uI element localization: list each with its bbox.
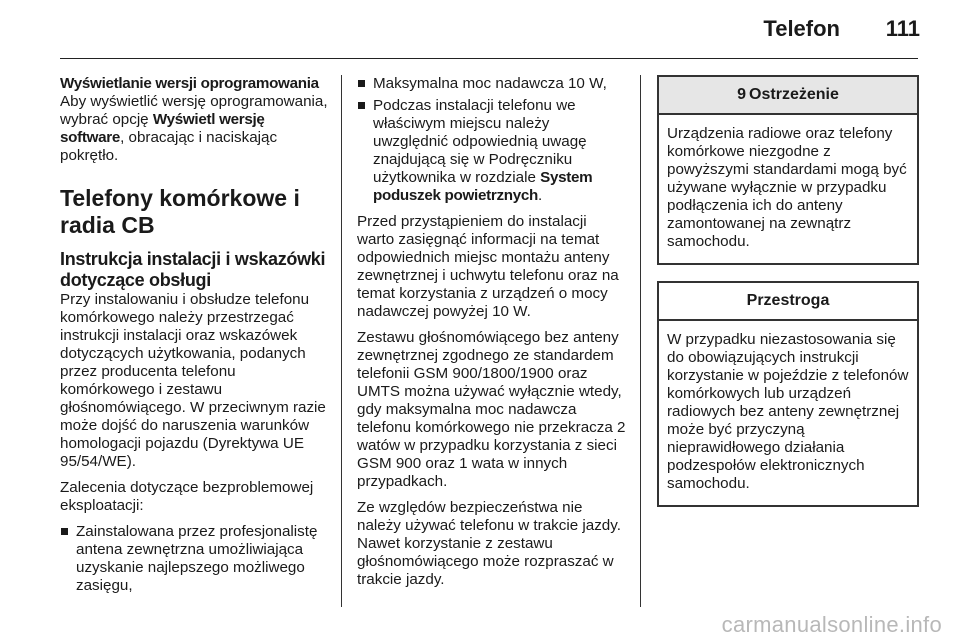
page-header (0, 0, 960, 62)
software-version-text (60, 93, 328, 165)
column-divider-2 (640, 75, 641, 607)
section-heading-mobile-phones: Telefony komórkowe i radia CB (60, 185, 300, 238)
recommendations-list (60, 523, 328, 595)
caution-title: Przestroga (746, 292, 830, 309)
list-item: Maksymalna moc nadawcza 10 W, (357, 75, 627, 93)
installation-paragraph: Przy instalowaniu i obsłudze telefonu komórkowego należy przestrzegać instrukcji instalacji oraz wskazówek dotyczących użytkowania, podanych przez producenta telefonu komórkowego i zestawu głośnomówiącego. W przeciwnym razie może dojść do naruszenia warunków homologacji pojazdu (Dyrektywa UE 95/54/WE). (60, 291, 326, 470)
column-right (657, 75, 919, 523)
warning-icon: 9 (737, 86, 747, 103)
software-text-end: , obracając i naciskając pokrętło. (60, 129, 278, 164)
subsection-heading-installation: Instrukcja instalacji i wskazówki dotyczące obsługi (60, 249, 326, 290)
column-left (60, 75, 328, 603)
software-version-heading: Wyświetlanie wersji oprogramowania (60, 75, 319, 92)
header-divider (60, 58, 918, 59)
list-item: Zainstalowana przez profesjonalistę antena zewnętrzna umożliwiająca uzyskanie najlepszego możliwego zasięgu, (60, 523, 328, 595)
list-item-end: . (538, 187, 543, 204)
warning-header (659, 77, 917, 115)
handsfree-paragraph: Zestawu głośnomówiącego bez anteny zewnętrznej zgodnego ze standardem telefonii GSM 900/1800/1900 oraz UMTS można używać wyłącznie wtedy, gdy maksymalna moc nadawcza telefonu komórkowego nie przekracza 2 watów w przypadku korzystania z sieci GSM 900 oraz 1 wata w innych przypadkach. (357, 329, 626, 490)
column-middle (357, 75, 627, 597)
page-number: 111 (885, 16, 920, 41)
column-divider-1 (341, 75, 342, 607)
watermark: carmanualsonline.info (721, 612, 942, 637)
warning-box (657, 75, 919, 265)
caution-text: W przypadku niezastosowania się do obowiązujących instrukcji korzystanie w pojeździe z telefonów komórkowych lub urządzeń radiowych bez anteny zewnętrznej może być przyczyną nieprawidłowego działania podzespołów elektronicznych samochodu. (667, 331, 909, 492)
list-item (357, 97, 627, 205)
warning-title: Ostrzeżenie (749, 86, 839, 103)
caution-header (659, 283, 917, 321)
software-text-start: Aby wyświetlić wersję oprogramowania, wybrać opcję (60, 93, 328, 128)
list-item-text: Podczas instalacji telefonu we właściwym miejscu należy uwzględnić odpowiednią uwagę znajdującą się w Podręczniku użytkownika w rozdziale (373, 97, 587, 186)
recommendations-list-continued (357, 75, 627, 205)
warning-text: Urządzenia radiowe oraz telefony komórkowe niezgodne z powyższymi standardami mogą być używane wyłącznie w przypadku podłączenia ich do anteny zamontowanej na zewnątrz samochodu. (667, 125, 907, 250)
software-option-name: Wyświetl wersję software (60, 111, 265, 146)
installation-info-paragraph: Przed przystąpieniem do instalacji warto zasięgnąć informacji na temat odpowiednich miejsc montażu anteny zewnętrznej i uchwytu telefonu oraz na temat korzystania z urządzeń o mocy nadawczej powyżej 10 W. (357, 213, 619, 320)
chapter-title: Telefon (763, 16, 840, 41)
recommendations-intro: Zalecenia dotyczące bezproblemowej eksploatacji: (60, 479, 314, 514)
safety-paragraph: Ze względów bezpieczeństwa nie należy używać telefonu w trakcie jazdy. Nawet korzystanie z zestawu głośnomówiącego może rozpraszać w trakcie jazdy. (357, 499, 621, 588)
airbag-chapter-reference: System poduszek powietrznych (373, 169, 593, 204)
caution-box (657, 281, 919, 507)
